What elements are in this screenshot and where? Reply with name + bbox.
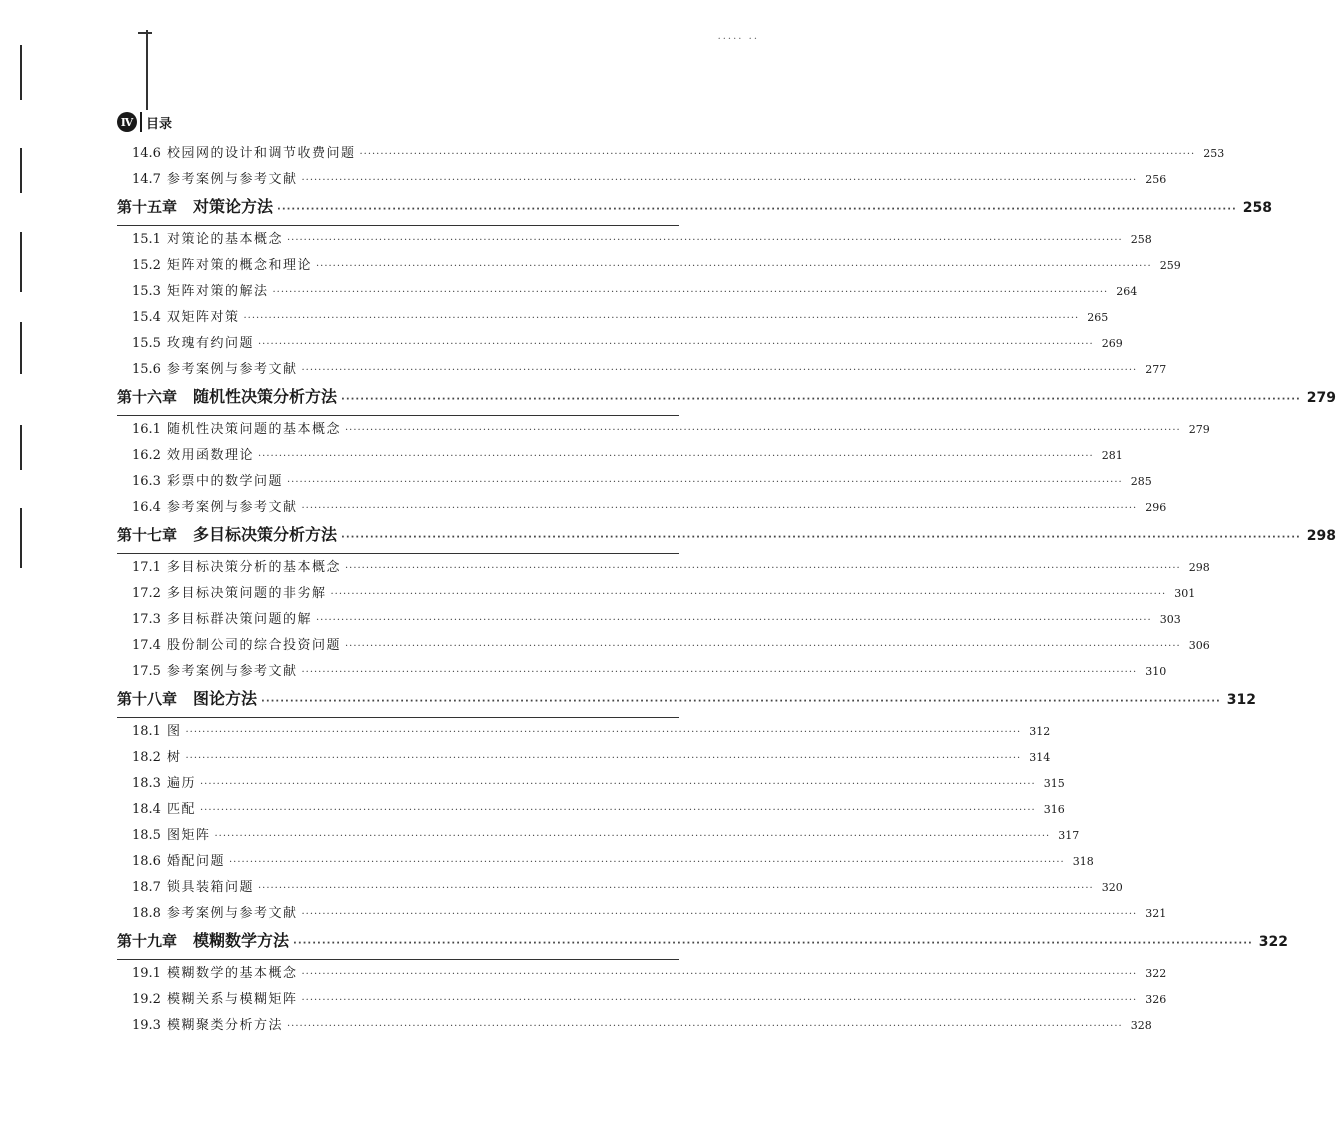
dot-leader: ········································································································································································································ [344, 641, 1181, 652]
chapter-label: 第十九章 [117, 932, 178, 950]
chapter-title: 多目标决策分析方法 [193, 525, 338, 544]
section-number: 15.5 [132, 336, 161, 351]
section-title: 模糊数学的基本概念 [166, 966, 298, 981]
section-number: 18.7 [132, 880, 161, 895]
section-page: 314 [1029, 751, 1051, 764]
dot-leader: ········································································································································································································ [315, 615, 1152, 626]
toc-section[interactable] [117, 798, 1065, 824]
section-number: 17.1 [132, 560, 161, 575]
toc-section[interactable] [117, 634, 1210, 660]
chapter-label: 第十七章 [117, 526, 178, 544]
header-title: 目录 [146, 116, 173, 132]
section-page: 256 [1145, 173, 1167, 186]
toc-chapter[interactable] [117, 522, 1336, 556]
section-page: 258 [1130, 233, 1152, 246]
chapter-page: 322 [1258, 934, 1289, 950]
toc-section[interactable] [117, 496, 1167, 522]
dot-leader: ········································································································································································································ [301, 503, 1138, 514]
chapter-title: 图论方法 [193, 689, 258, 708]
dot-leader: ········································································································································································································ [257, 883, 1094, 894]
chapter-page: 279 [1306, 390, 1336, 406]
section-page: 285 [1130, 475, 1152, 488]
section-page: 312 [1029, 725, 1051, 738]
toc-section[interactable] [117, 306, 1109, 332]
header-divider [140, 112, 142, 132]
section-page: 277 [1145, 363, 1167, 376]
section-page: 326 [1145, 993, 1167, 1006]
dot-leader: ········································································································································································································ [315, 261, 1152, 272]
dot-leader: ········································································································································································································ [272, 287, 1109, 298]
chapter-title: 对策论方法 [193, 197, 274, 216]
section-number: 18.1 [132, 724, 161, 739]
chapter-page: 298 [1306, 528, 1336, 544]
section-title: 双矩阵对策 [166, 310, 240, 325]
toc-section[interactable] [117, 280, 1138, 306]
toc-section[interactable] [117, 720, 1051, 746]
dot-leader: ········································································································································································································ [301, 667, 1138, 678]
dot-leader: ········································································································································································································ [301, 909, 1138, 920]
section-title: 图 [166, 724, 182, 739]
binding-mark [20, 425, 22, 470]
top-rule-tick [138, 32, 152, 34]
chapter-title: 模糊数学方法 [193, 931, 290, 950]
section-page: 306 [1188, 639, 1210, 652]
dot-leader: ········································································································································································································ [257, 339, 1094, 350]
section-title: 树 [166, 750, 182, 765]
toc-section[interactable] [117, 850, 1094, 876]
dot-leader: ········································································································································································································ [293, 938, 1253, 949]
toc-chapter[interactable] [117, 194, 1273, 228]
section-number: 15.1 [132, 232, 161, 247]
table-of-contents [117, 142, 1336, 1040]
section-title: 随机性决策问题的基本概念 [166, 422, 341, 437]
section-page: 315 [1043, 777, 1065, 790]
section-number: 17.3 [132, 612, 161, 627]
section-page: 296 [1145, 501, 1167, 514]
section-title: 多目标群决策问题的解 [166, 612, 312, 627]
dot-leader: ········································································································································································································ [344, 563, 1181, 574]
section-page: 328 [1130, 1019, 1152, 1032]
section-number: 18.4 [132, 802, 161, 817]
section-number: 17.5 [132, 664, 161, 679]
section-title: 多目标决策问题的非劣解 [166, 586, 327, 601]
toc-section[interactable] [117, 608, 1181, 634]
section-number: 15.4 [132, 310, 161, 325]
dot-leader: ········································································································································································································ [359, 149, 1196, 160]
dot-leader: ········································································································································································································ [243, 313, 1080, 324]
section-number: 16.2 [132, 448, 161, 463]
toc-section[interactable] [117, 902, 1167, 928]
section-title: 模糊关系与模糊矩阵 [166, 992, 298, 1007]
dot-leader: ········································································································································································································ [341, 532, 1301, 543]
section-title: 校园网的设计和调节收费问题 [166, 146, 356, 161]
section-title: 图矩阵 [166, 828, 211, 843]
section-number: 19.1 [132, 966, 161, 981]
section-page: 281 [1101, 449, 1123, 462]
dot-leader: ········································································································································································································ [199, 805, 1036, 816]
section-page: 301 [1174, 587, 1196, 600]
dot-leader: ········································································································································································································ [185, 753, 1022, 764]
corner-dots: ····· ·· [717, 34, 759, 45]
section-number: 18.3 [132, 776, 161, 791]
chapter-label: 第十六章 [117, 388, 178, 406]
section-number: 15.6 [132, 362, 161, 377]
toc-section[interactable] [117, 444, 1123, 470]
binding-mark [20, 322, 22, 374]
toc-chapter[interactable] [117, 384, 1336, 418]
section-title: 彩票中的数学问题 [166, 474, 283, 489]
section-title: 矩阵对策的概念和理论 [166, 258, 312, 273]
section-number: 18.2 [132, 750, 161, 765]
binding-mark [20, 148, 22, 193]
dot-leader: ········································································································································································································ [301, 365, 1138, 376]
section-title: 遍历 [166, 776, 196, 791]
section-page: 310 [1145, 665, 1167, 678]
dot-leader: ········································································································································································································ [185, 727, 1022, 738]
dot-leader: ········································································································································································································ [277, 204, 1237, 215]
dot-leader: ········································································································································································································ [214, 831, 1051, 842]
section-number: 14.6 [132, 146, 161, 161]
toc-section[interactable] [117, 556, 1210, 582]
binding-mark [20, 45, 22, 100]
section-title: 效用函数理论 [166, 448, 254, 463]
dot-leader: ········································································································································································································ [228, 857, 1065, 868]
dot-leader: ········································································································································································································ [286, 235, 1123, 246]
section-page: 322 [1145, 967, 1167, 980]
section-page: 264 [1116, 285, 1138, 298]
section-number: 19.3 [132, 1018, 161, 1033]
section-number: 17.4 [132, 638, 161, 653]
toc-chapter[interactable] [117, 928, 1289, 962]
section-number: 15.2 [132, 258, 161, 273]
section-number: 17.2 [132, 586, 161, 601]
section-page: 298 [1188, 561, 1210, 574]
toc-section[interactable] [117, 1014, 1152, 1040]
section-page: 259 [1159, 259, 1181, 272]
toc-chapter[interactable] [117, 686, 1257, 720]
toc-section[interactable] [117, 660, 1167, 686]
toc-section[interactable] [117, 418, 1210, 444]
page-header [117, 110, 172, 134]
section-number: 16.3 [132, 474, 161, 489]
dot-leader: ········································································································································································································ [286, 477, 1123, 488]
toc-section[interactable] [117, 470, 1152, 496]
section-number: 15.3 [132, 284, 161, 299]
section-title: 参考案例与参考文献 [166, 172, 298, 187]
toc-section[interactable] [117, 142, 1225, 168]
section-page: 303 [1159, 613, 1181, 626]
section-title: 锁具装箱问题 [166, 880, 254, 895]
section-number: 14.7 [132, 172, 161, 187]
toc-section[interactable] [117, 772, 1065, 798]
dot-leader: ········································································································································································································ [286, 1021, 1123, 1032]
section-page: 321 [1145, 907, 1167, 920]
section-title: 多目标决策分析的基本概念 [166, 560, 341, 575]
chapter-page: 312 [1226, 692, 1257, 708]
dot-leader: ········································································································································································································ [301, 969, 1138, 980]
section-page: 265 [1087, 311, 1109, 324]
dot-leader: ········································································································································································································ [344, 425, 1181, 436]
toc-section[interactable] [117, 988, 1167, 1014]
toc-section[interactable] [117, 332, 1123, 358]
toc-section[interactable] [117, 962, 1167, 988]
section-page: 317 [1058, 829, 1080, 842]
binding-mark [20, 232, 22, 292]
section-number: 19.2 [132, 992, 161, 1007]
section-number: 18.5 [132, 828, 161, 843]
toc-section[interactable] [117, 824, 1080, 850]
section-number: 16.1 [132, 422, 161, 437]
section-title: 参考案例与参考文献 [166, 362, 298, 377]
toc-section[interactable] [117, 254, 1181, 280]
section-title: 参考案例与参考文献 [166, 664, 298, 679]
chapter-page: 258 [1242, 200, 1273, 216]
section-page: 318 [1072, 855, 1094, 868]
dot-leader: ········································································································································································································ [341, 394, 1301, 405]
section-title: 对策论的基本概念 [166, 232, 283, 247]
dot-leader: ········································································································································································································ [301, 175, 1138, 186]
section-title: 参考案例与参考文献 [166, 500, 298, 515]
section-page: 253 [1203, 147, 1225, 160]
dot-leader: ········································································································································································································ [261, 696, 1221, 707]
section-title: 匹配 [166, 802, 196, 817]
section-page: 320 [1101, 881, 1123, 894]
section-page: 279 [1188, 423, 1210, 436]
chapter-label: 第十八章 [117, 690, 178, 708]
section-number: 18.6 [132, 854, 161, 869]
dot-leader: ········································································································································································································ [199, 779, 1036, 790]
section-title: 模糊聚类分析方法 [166, 1018, 283, 1033]
chapter-label: 第十五章 [117, 198, 178, 216]
dot-leader: ········································································································································································································ [330, 589, 1167, 600]
section-number: 18.8 [132, 906, 161, 921]
section-title: 矩阵对策的解法 [166, 284, 269, 299]
section-number: 16.4 [132, 500, 161, 515]
toc-section[interactable] [117, 746, 1051, 772]
toc-section[interactable] [117, 168, 1167, 194]
section-page: 269 [1101, 337, 1123, 350]
toc-section[interactable] [117, 358, 1167, 384]
section-page: 316 [1043, 803, 1065, 816]
binding-mark [20, 508, 22, 568]
toc-section[interactable] [117, 228, 1152, 254]
section-title: 玫瑰有约问题 [166, 336, 254, 351]
page-number-badge: Ⅳ [117, 112, 137, 132]
section-title: 股份制公司的综合投资问题 [166, 638, 341, 653]
chapter-title: 随机性决策分析方法 [193, 387, 338, 406]
section-title: 婚配问题 [166, 854, 225, 869]
top-rule [146, 30, 148, 110]
toc-section[interactable] [117, 582, 1196, 608]
toc-section[interactable] [117, 876, 1123, 902]
section-title: 参考案例与参考文献 [166, 906, 298, 921]
dot-leader: ········································································································································································································ [257, 451, 1094, 462]
dot-leader: ········································································································································································································ [301, 995, 1138, 1006]
